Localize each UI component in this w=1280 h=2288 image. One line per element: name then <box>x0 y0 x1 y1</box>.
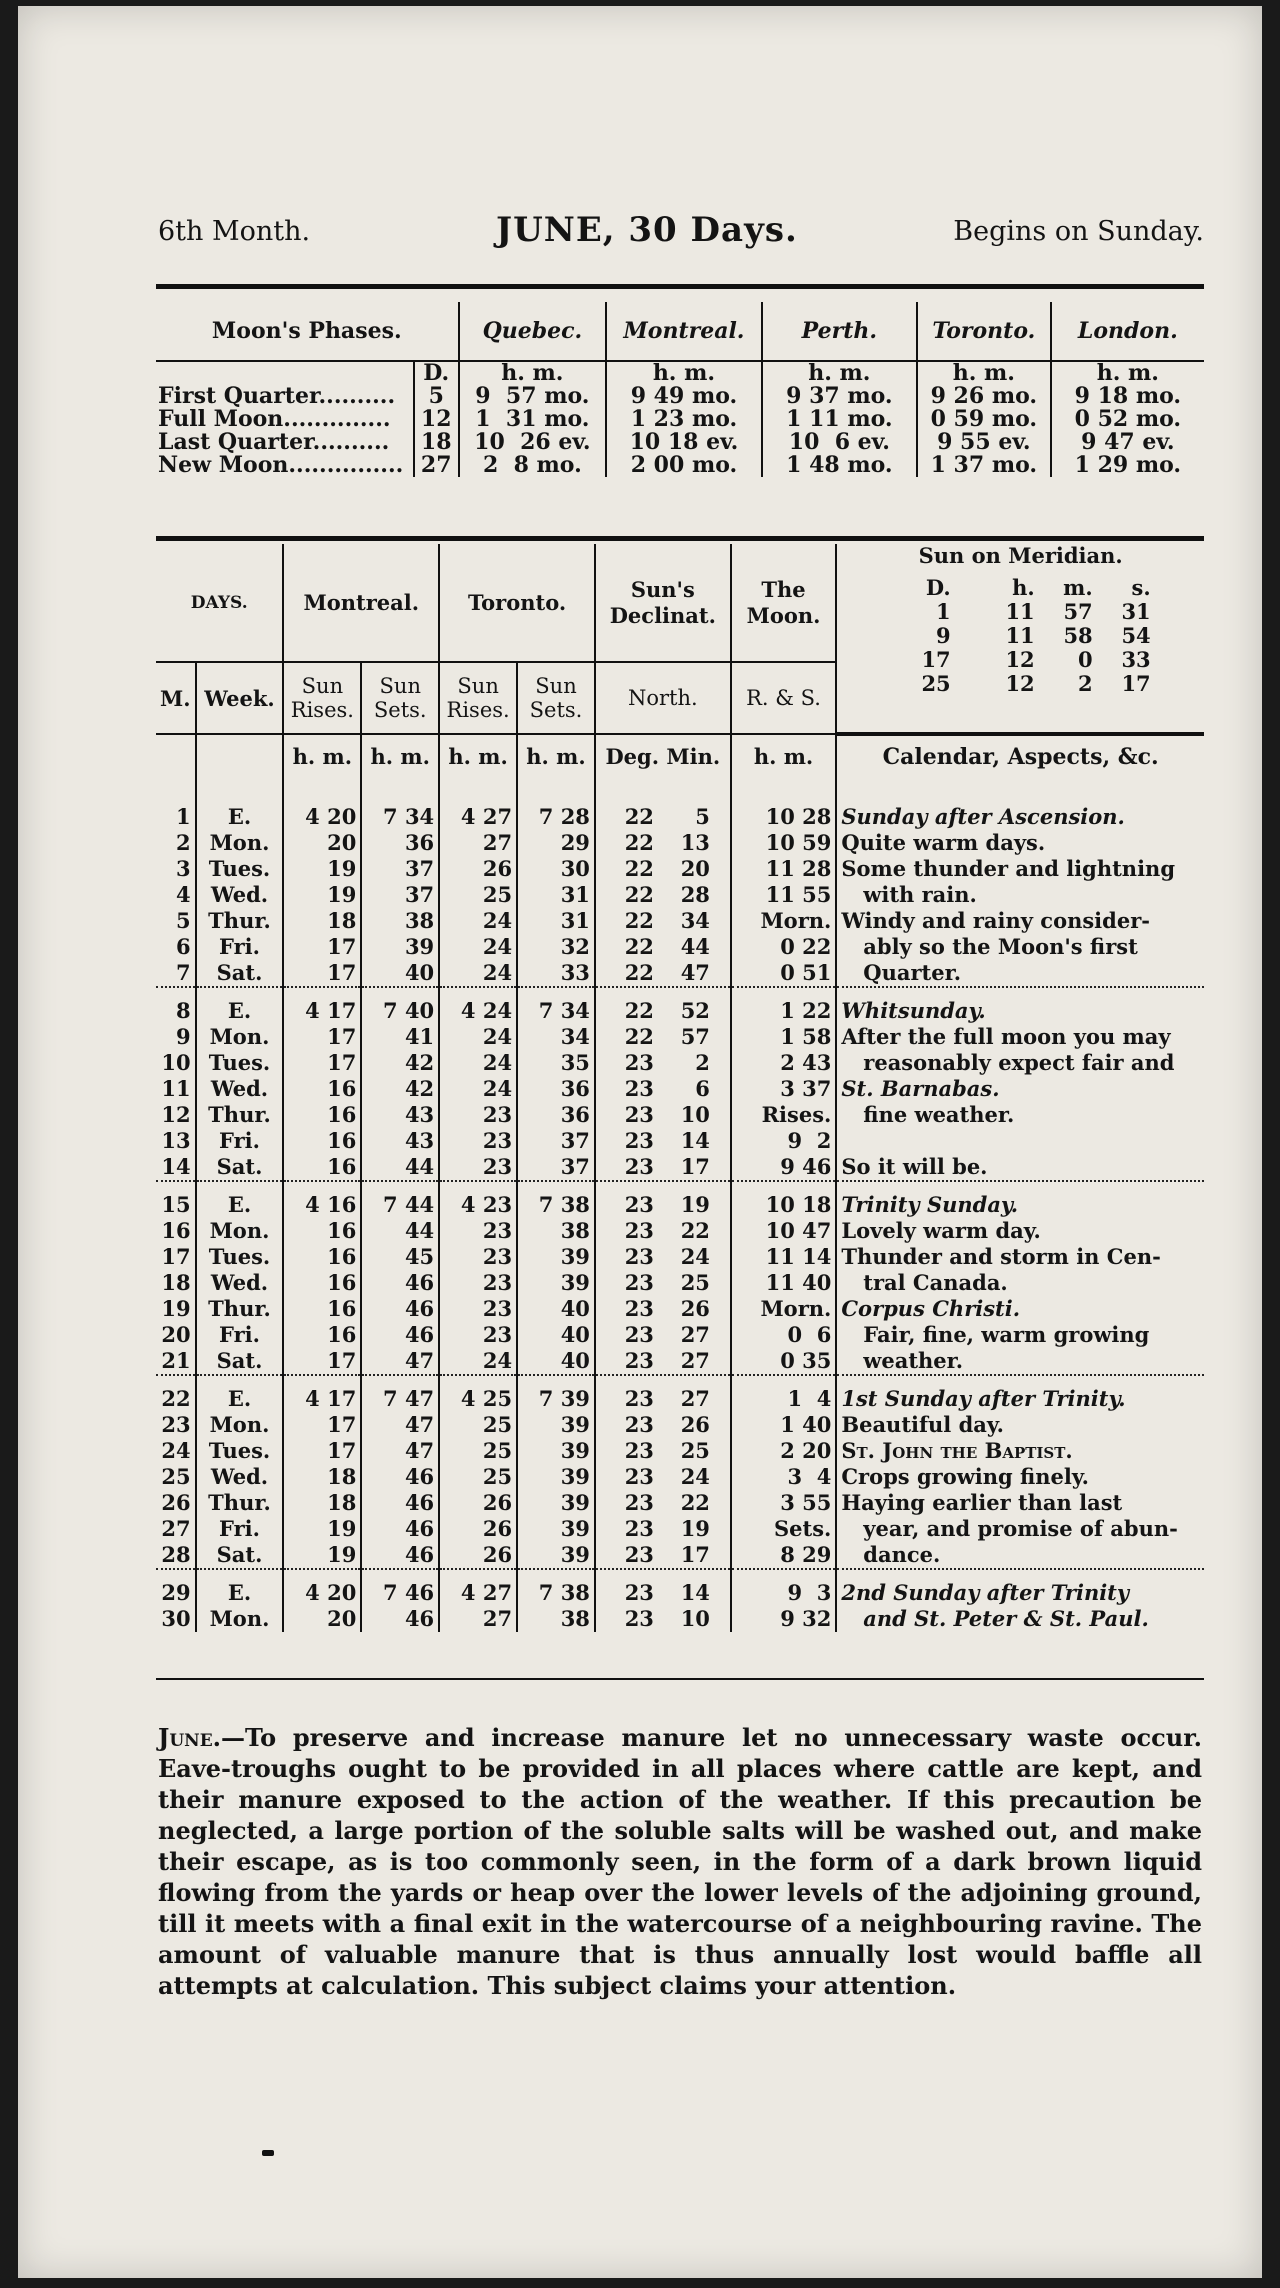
day-row: 3 Tues. 19 37 26 30 22 20 11 28 Some thunder and lightning <box>156 856 1204 882</box>
day-row: 16 Mon. 16 44 23 38 23 22 10 47 Lovely warm day. <box>156 1218 1204 1244</box>
day-row: 20 Fri. 16 46 23 40 23 27 0 6 Fair, fine, warm growing <box>156 1322 1204 1348</box>
meridian-row: 25 12 2 17 <box>921 671 1151 696</box>
meridian-row: 17 12 0 33 <box>921 647 1151 672</box>
month-number: 6th Month. <box>158 216 311 247</box>
meridian-cell <box>836 544 1204 734</box>
north-label: North. <box>595 662 731 734</box>
city-london: London. <box>1051 302 1204 361</box>
meridian-row: 1 11 57 31 <box>936 599 1151 624</box>
city-quebec: Quebec. <box>459 302 607 361</box>
day-row: 11 Wed. 16 42 24 36 23 6 3 37 St. Barnabas. <box>156 1076 1204 1102</box>
phase-row: Last Quarter.......... 18 10 26 ev. 10 18 ev. 10 6 ev. 9 55 ev. 9 47 ev. <box>156 431 1204 454</box>
week-label: Week. <box>196 662 284 734</box>
day-row: 21 Sat. 17 47 24 40 23 27 0 35 weather. <box>156 1348 1204 1375</box>
day-row: 27 Fri. 19 46 26 39 23 19 Sets. year, and promise of abun- <box>156 1516 1204 1542</box>
phases-title: Moon's Phases. <box>156 302 459 361</box>
day-row: 12 Thur. 16 43 23 36 23 10 Rises. fine weather. <box>156 1102 1204 1128</box>
day-row: 30 Mon. 20 46 27 38 23 10 9 32 and St. Peter & St. Paul. <box>156 1606 1204 1632</box>
meridian-row: 9 11 58 54 <box>936 623 1151 648</box>
week-separator <box>156 1375 1204 1386</box>
daily-table: DAYS. Montreal. Toronto. Sun's Declinat. The Moon. Sun on Meridian. D. h. m. s. 1 11 57 31 9 11 58 54 17 12 0 33 25 12 2 17 M. Week. Sun Rises. Sun Sets. Sun Rises. Sun Sets. North. R. & S. h. m. h. m. h. m. h. m. Deg. Min. h. m. Calendar, Aspects, &c. 1 E. 4 20 7 34 4 27 7 28 22 5 10 28 Sunday after Ascension. 2 Mon. 20 36 27 29 22 13 10 59 Quite warm days. 3 Tues. 19 37 26 30 22 20 11 28 Some thunder and lightning 4 Wed. 19 37 25 31 22 28 11 55 with rain. 5 Thur. 18 38 24 31 22 34 Morn. Windy and rainy consider- 6 Fri. 17 39 24 32 22 44 0 22 ably so the Moon's first 7 Sat. 17 40 24 33 22 47 0 51 Quarter. 8 E. 4 17 7 40 4 24 7 34 22 52 1 22 Whitsunday. 9 Mon. 17 41 24 34 22 57 1 58 After the full moon you may 10 Tues. 17 42 24 35 23 2 2 43 reasonably expect fair and 11 Wed. 16 42 24 36 23 6 3 37 St. Barnabas. 12 Thur. 16 43 23 36 23 10 Rises. fine weather. 13 Fri. 16 43 23 37 23 14 9 2 14 Sat. 16 44 23 37 23 17 9 46 So it will be. 15 E. 4 16 7 44 4 23 7 38 23 19 10 18 Trinity Sunday. 16 Mon. 16 44 23 38 23 22 10 47 Lovely warm day. 17 Tues. 16 45 23 39 23 24 11 14 Thunder and storm in Cen- 18 Wed. 16 46 23 39 23 25 11 40 tral Canada. 19 Thur. 16 46 23 40 23 26 Morn. Corpus Christi. 20 Fri. 16 46 23 40 23 27 0 6 Fair, fine, warm growing 21 Sat. 17 47 24 40 23 27 0 35 weather. 22 E. 4 17 7 47 4 25 7 39 23 27 1 4 1st Sunday after Trinity. 23 Mon. 17 47 25 39 23 26 1 40 Beautiful day. 24 Tues. 17 47 25 39 23 25 2 20 St. John the Baptist. 25 Wed. 18 46 25 39 23 24 3 4 Crops growing finely. 26 Thur. 18 46 26 39 23 22 3 55 Haying earlier than last 27 Fri. 19 46 26 39 23 19 Sets. year, and promise of abun- 28 Sat. 19 46 26 39 23 17 8 29 dance. 29 E. 4 20 7 46 4 27 7 38 23 14 9 3 2nd Sunday after Trinity 30 Mon. 20 46 27 38 23 10 9 32 and St. Peter & St. Paul. <box>156 544 1204 1632</box>
day-row: 24 Tues. 17 47 25 39 23 25 2 20 St. John the Baptist. <box>156 1438 1204 1464</box>
week-separator <box>156 1181 1204 1192</box>
day-row: 6 Fri. 17 39 24 32 22 44 0 22 ably so the Moon's first <box>156 934 1204 960</box>
week-separator <box>156 1569 1204 1580</box>
days-label: DAYS. <box>190 592 248 613</box>
rs-label: R. & S. <box>731 662 837 734</box>
phase-row: First Quarter.......... 5 9 57 mo. 9 49 mo. 9 37 mo. 9 26 mo. 9 18 mo. <box>156 385 1204 408</box>
montreal-rises: Sun Rises. <box>283 662 361 734</box>
day-row: 5 Thur. 18 38 24 31 22 34 Morn. Windy and rainy consider- <box>156 908 1204 934</box>
montreal-label: Montreal. <box>283 544 439 662</box>
day-row: 2 Mon. 20 36 27 29 22 13 10 59 Quite warm days. <box>156 830 1204 856</box>
day-row: 4 Wed. 19 37 25 31 22 28 11 55 with rain. <box>156 882 1204 908</box>
almanac-page <box>18 6 1262 2278</box>
note-text: —To preserve and increase manure let no unnecessary waste occur. Eave-troughs ought to be provided in all places where cattle are kept, and their manure exposed to the action of the weather. If this precaution be neglected, a large portion of the soluble salts will be washed out, and make their escape, as is too commonly seen, in the form of a dark brown liquid flowing from the yards or heap over the lower levels of the adjoining ground, till it meets with a final exit in the watercourse of a neighbouring ravine. The amount of valuable manure that is thus annually lost would baffle all attempts at calculation. This subject claims your attention. <box>158 1723 1202 2000</box>
note-lead: June. <box>158 1723 222 1752</box>
city-perth: Perth. <box>762 302 917 361</box>
page-header <box>138 210 1204 254</box>
day-row: 29 E. 4 20 7 46 4 27 7 38 23 14 9 3 2nd Sunday after Trinity <box>156 1580 1204 1606</box>
day-row: 28 Sat. 19 46 26 39 23 17 8 29 dance. <box>156 1542 1204 1569</box>
header-rule <box>156 284 1204 289</box>
day-row: 19 Thur. 16 46 23 40 23 26 Morn. Corpus Christi. <box>156 1296 1204 1322</box>
phase-row: New Moon............... 27 2 8 mo. 2 00 mo. 1 48 mo. 1 37 mo. 1 29 mo. <box>156 454 1204 477</box>
moon-label: The Moon. <box>731 544 837 662</box>
montreal-sets: Sun Sets. <box>361 662 439 734</box>
june-note <box>158 1722 1202 2001</box>
day-row: 10 Tues. 17 42 24 35 23 2 2 43 reasonably expect fair and <box>156 1050 1204 1076</box>
phases-bottom-rule <box>156 536 1204 541</box>
m-label: M. <box>156 662 196 734</box>
sun-on-meridian: Sun on Meridian. D. h. m. s. 1 11 57 31 9 11 58 54 17 12 0 33 25 12 2 17 <box>841 544 1200 600</box>
week-separator <box>156 987 1204 998</box>
day-row: 15 E. 4 16 7 44 4 23 7 38 23 19 10 18 Trinity Sunday. <box>156 1192 1204 1218</box>
day-row: 9 Mon. 17 41 24 34 22 57 1 58 After the full moon you may <box>156 1024 1204 1050</box>
begins-on: Begins on Sunday. <box>953 216 1204 247</box>
day-row: 25 Wed. 18 46 25 39 23 24 3 4 Crops growing finely. <box>156 1464 1204 1490</box>
day-row: 23 Mon. 17 47 25 39 23 26 1 40 Beautiful day. <box>156 1412 1204 1438</box>
day-row: 17 Tues. 16 45 23 39 23 24 11 14 Thunder and storm in Cen- <box>156 1244 1204 1270</box>
ink-mark <box>262 2150 274 2156</box>
day-row: 26 Thur. 18 46 26 39 23 22 3 55 Haying earlier than last <box>156 1490 1204 1516</box>
phases-units-row: D. h. m. h. m. h. m. h. m. h. m. <box>156 361 1204 385</box>
moon-phases-table <box>156 302 1204 477</box>
toronto-rises: Sun Rises. <box>439 662 517 734</box>
page-title: JUNE, 30 Days. <box>496 210 798 250</box>
declination-label: Sun's Declinat. <box>595 544 731 662</box>
toronto-sets: Sun Sets. <box>517 662 595 734</box>
day-row: 22 E. 4 17 7 47 4 25 7 39 23 27 1 4 1st Sunday after Trinity. <box>156 1386 1204 1412</box>
day-row: 8 E. 4 17 7 40 4 24 7 34 22 52 1 22 Whitsunday. <box>156 998 1204 1024</box>
calendar-label: Calendar, Aspects, &c. <box>836 734 1204 778</box>
day-row: 7 Sat. 17 40 24 33 22 47 0 51 Quarter. <box>156 960 1204 987</box>
meridian-head: D. h. m. s. <box>925 575 1151 600</box>
day-row: 18 Wed. 16 46 23 39 23 25 11 40 tral Canada. <box>156 1270 1204 1296</box>
day-row: 13 Fri. 16 43 23 37 23 14 9 2 <box>156 1128 1204 1154</box>
day-row: 14 Sat. 16 44 23 37 23 17 9 46 So it will be. <box>156 1154 1204 1181</box>
day-row: 1 E. 4 20 7 34 4 27 7 28 22 5 10 28 Sunday after Ascension. <box>156 804 1204 830</box>
toronto-label: Toronto. <box>439 544 595 662</box>
city-toronto: Toronto. <box>917 302 1051 361</box>
table-bottom-rule <box>156 1678 1204 1680</box>
phase-row: Full Moon.............. 12 1 31 mo. 1 23 mo. 1 11 mo. 0 59 mo. 0 52 mo. <box>156 408 1204 431</box>
city-montreal: Montreal. <box>606 302 762 361</box>
